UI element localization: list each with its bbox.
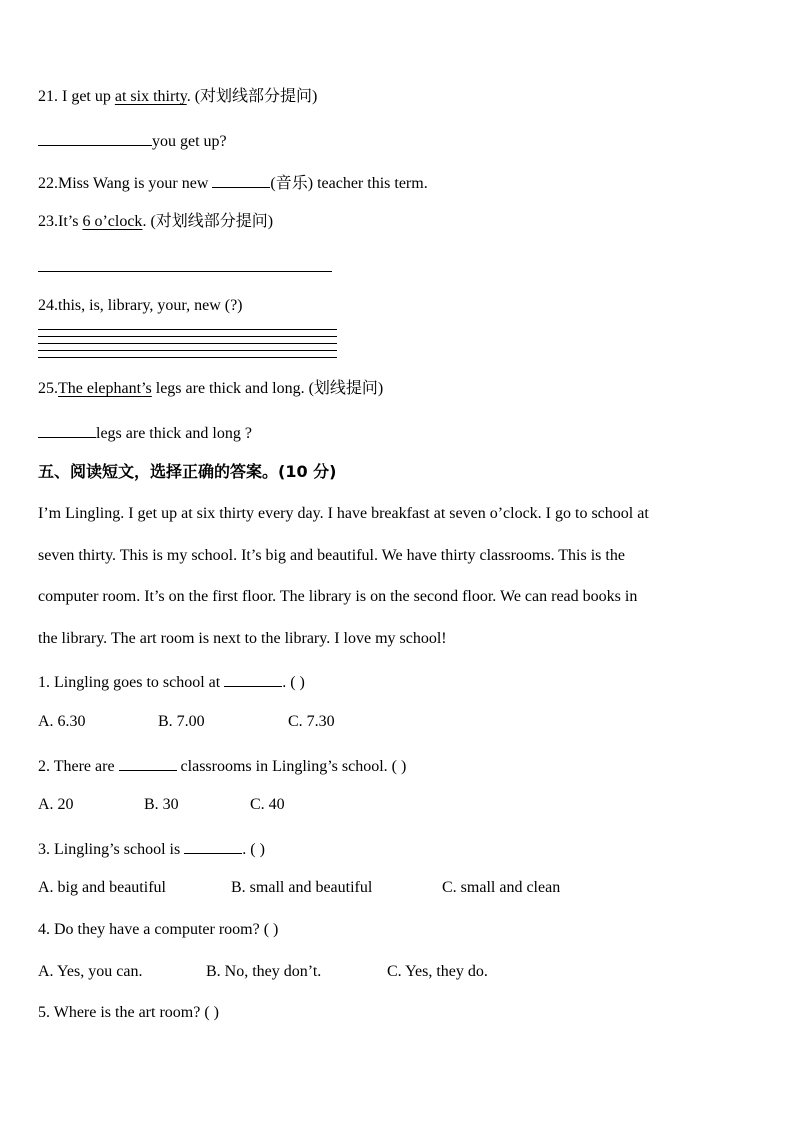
option-b[interactable]: B. 7.00 xyxy=(158,713,205,730)
option-a[interactable]: A. big and beautiful xyxy=(38,879,166,896)
passage-line: the library. The art room is next to the library. I love my school! xyxy=(38,630,447,647)
section-heading: 五、阅读短文，选择正确的答案。(10 分) xyxy=(38,462,337,481)
question-text: legs are thick and long. (划线提问) xyxy=(151,380,384,397)
option-a[interactable]: A. Yes, you can. xyxy=(38,963,143,980)
writing-line-2[interactable] xyxy=(38,336,337,337)
option-a[interactable]: A. 6.30 xyxy=(38,713,86,730)
answer-blank[interactable] xyxy=(184,837,242,854)
option-c[interactable]: C. 40 xyxy=(250,796,285,813)
options-2 xyxy=(38,795,285,815)
answer-blank[interactable] xyxy=(212,171,270,188)
question-text-after: (音乐) teacher this term. xyxy=(270,175,428,192)
question-text: 5. Where is the art room? ( ) xyxy=(38,1004,219,1021)
question-instruction: . (对划线部分提问) xyxy=(142,213,274,230)
question-text: It’s xyxy=(58,213,83,230)
reading-question-4 xyxy=(38,920,278,940)
answer-text: legs are thick and long ? xyxy=(96,425,252,442)
question-number: 24. xyxy=(38,297,58,314)
underlined-phrase: at six thirty xyxy=(114,88,187,105)
writing-line-5[interactable] xyxy=(38,357,337,358)
question-text: Miss Wang is your new xyxy=(58,175,213,192)
question-text-after: . ( ) xyxy=(242,841,265,858)
question-23 xyxy=(38,212,273,232)
answer-text: you get up? xyxy=(152,133,227,150)
option-c[interactable]: C. Yes, they do. xyxy=(387,963,488,980)
passage-line: seven thirty. This is my school. It’s big and beautiful. We have thirty classrooms. This is the xyxy=(38,547,625,564)
option-c[interactable]: C. small and clean xyxy=(442,879,561,896)
question-number: 22. xyxy=(38,175,58,192)
option-b[interactable]: B. small and beautiful xyxy=(231,879,373,896)
question-22 xyxy=(38,171,428,194)
options-3 xyxy=(38,878,560,898)
question-text-after: . ( ) xyxy=(282,674,305,691)
writing-line-3[interactable] xyxy=(38,343,337,344)
question-instruction: . (对划线部分提问) xyxy=(186,88,318,105)
answer-blank[interactable] xyxy=(119,754,177,771)
option-a[interactable]: A. 20 xyxy=(38,796,74,813)
question-text: 1. Lingling goes to school at xyxy=(38,674,225,691)
answer-blank[interactable] xyxy=(224,670,282,687)
question-number: 21 xyxy=(38,88,54,105)
question-24 xyxy=(38,296,243,316)
reading-question-5 xyxy=(38,1003,219,1023)
answer-line-21 xyxy=(38,129,227,152)
underlined-phrase: The elephant’s xyxy=(58,380,152,397)
option-b[interactable]: B. 30 xyxy=(144,796,179,813)
question-text: . I get up xyxy=(54,88,115,105)
question-text: 3. Lingling’s school is xyxy=(38,841,185,858)
answer-rule-23[interactable] xyxy=(38,271,332,272)
answer-blank[interactable] xyxy=(38,129,152,146)
writing-line-4[interactable] xyxy=(38,350,337,351)
question-text: 4. Do they have a computer room? ( ) xyxy=(38,921,279,938)
passage-line: computer room. It’s on the first floor. The library is on the second floor. We can read books in xyxy=(38,588,638,605)
question-text: this, is, library, your, new (?) xyxy=(58,297,243,314)
reading-question-2 xyxy=(38,754,406,777)
question-21 xyxy=(38,87,317,107)
writing-line-1[interactable] xyxy=(38,329,337,330)
reading-question-3 xyxy=(38,837,265,860)
options-1 xyxy=(38,712,335,732)
reading-question-1 xyxy=(38,670,305,693)
passage-line: I’m Lingling. I get up at six thirty every day. I have breakfast at seven o’clock. I go to school at xyxy=(38,505,649,522)
option-b[interactable]: B. No, they don’t. xyxy=(206,963,322,980)
question-25 xyxy=(38,379,383,399)
answer-blank[interactable] xyxy=(38,421,96,438)
question-text: 2. There are xyxy=(38,758,119,775)
question-text-after: classrooms in Lingling’s school. ( ) xyxy=(176,758,407,775)
underlined-phrase: 6 o’clock xyxy=(82,213,143,230)
answer-line-25 xyxy=(38,421,252,444)
question-number: 23. xyxy=(38,213,58,230)
options-4 xyxy=(38,962,488,982)
question-number: 25. xyxy=(38,380,58,397)
option-c[interactable]: C. 7.30 xyxy=(288,713,335,730)
